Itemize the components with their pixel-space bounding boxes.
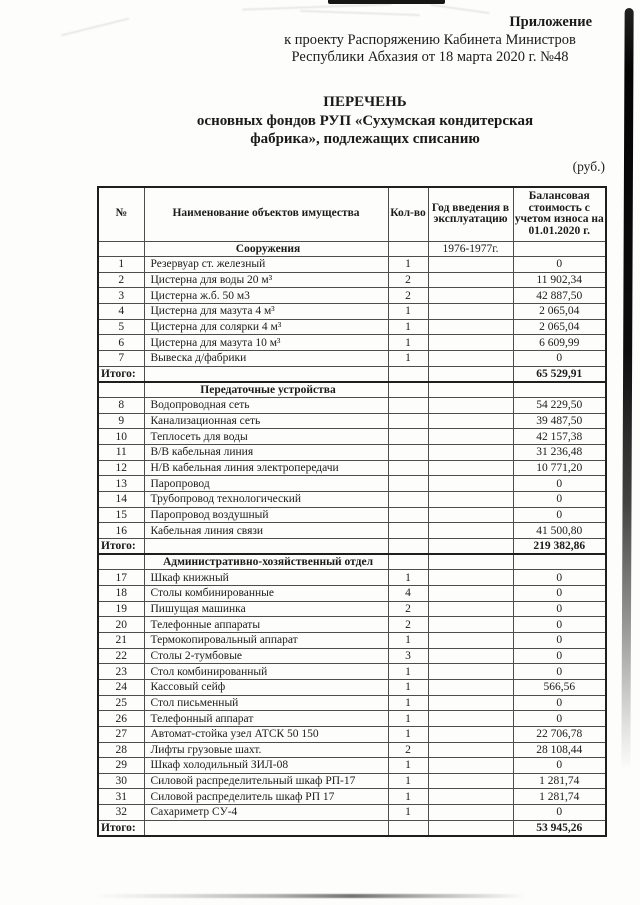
cell-name: Канализационная сеть (144, 413, 388, 429)
cell-quantity: 2 (388, 288, 428, 304)
cell-number: 19 (98, 601, 144, 617)
cell-year (428, 773, 513, 789)
column-header-number: № (98, 187, 144, 241)
cell-name: Н/В кабельная линия электропередачи (144, 460, 388, 476)
table-row (98, 805, 606, 821)
cell-name: Шкаф книжный (144, 570, 388, 586)
cell-number: 1 (98, 257, 144, 273)
cell-quantity: 1 (388, 711, 428, 727)
table-row (98, 507, 606, 523)
table-row (98, 570, 606, 586)
cell-number: 4 (98, 304, 144, 320)
cell-name: Лифты грузовые шахт. (144, 742, 388, 758)
cell-quantity: 1 (388, 664, 428, 680)
table-row (98, 695, 606, 711)
cell-value: 0 (513, 632, 606, 648)
cell-year (428, 820, 513, 836)
table-row (98, 601, 606, 617)
cell-value: 0 (513, 758, 606, 774)
cell-year (428, 257, 513, 273)
cell-value: 566,56 (513, 679, 606, 695)
cell-value (513, 382, 606, 398)
section-row (98, 382, 606, 398)
cell-quantity: 1 (388, 632, 428, 648)
cell-value: 2 065,04 (513, 319, 606, 335)
asset-table (97, 186, 607, 837)
cell-value: 0 (513, 601, 606, 617)
cell-name (144, 366, 388, 382)
scan-artifact-pencil-mark (430, 4, 490, 14)
cell-number: 9 (98, 413, 144, 429)
cell-year (428, 398, 513, 414)
cell-number: 2 (98, 272, 144, 288)
cell-value: 2 065,04 (513, 304, 606, 320)
table-row (98, 304, 606, 320)
cell-number: 14 (98, 492, 144, 508)
table-row (98, 335, 606, 351)
table-row (98, 523, 606, 539)
cell-year (428, 585, 513, 601)
cell-name: Автомат-стойка узел АТСК 50 150 (144, 726, 388, 742)
cell-name: Стол письменный (144, 695, 388, 711)
cell-year (428, 570, 513, 586)
cell-value: 0 (513, 711, 606, 727)
cell-value: 0 (513, 351, 606, 367)
table-row (98, 398, 606, 414)
cell-name: Стол комбинированный (144, 664, 388, 680)
cell-quantity (388, 398, 428, 414)
total-label: Итого: (98, 366, 144, 382)
cell-quantity: 3 (388, 648, 428, 664)
table-row (98, 492, 606, 508)
cell-value (513, 554, 606, 570)
cell-quantity (388, 820, 428, 836)
table-row (98, 758, 606, 774)
cell-value: 0 (513, 664, 606, 680)
cell-quantity (388, 507, 428, 523)
cell-value: 42 157,38 (513, 429, 606, 445)
cell-number (98, 554, 144, 570)
cell-year (428, 335, 513, 351)
table-row (98, 773, 606, 789)
cell-name (144, 820, 388, 836)
cell-value: 42 887,50 (513, 288, 606, 304)
cell-name (144, 538, 388, 554)
cell-year: 1976-1977г. (428, 241, 513, 257)
cell-year (428, 726, 513, 742)
cell-quantity: 1 (388, 257, 428, 273)
cell-year (428, 304, 513, 320)
cell-number: 7 (98, 351, 144, 367)
cell-number: 32 (98, 805, 144, 821)
cell-quantity (388, 554, 428, 570)
column-header-value: Балансовая стоимость с учетом износа на 01.01.2020 г. (513, 187, 606, 241)
cell-number: 3 (98, 288, 144, 304)
cell-name: Силовой распределительный шкаф РП-17 (144, 773, 388, 789)
cell-number: 29 (98, 758, 144, 774)
cell-quantity: 2 (388, 742, 428, 758)
total-value: 65 529,91 (513, 366, 606, 382)
cell-quantity: 1 (388, 805, 428, 821)
title-line-3: фабрика», подлежащих списанию (250, 131, 480, 148)
cell-number: 26 (98, 711, 144, 727)
table-row (98, 319, 606, 335)
cell-name: Пишущая машинка (144, 601, 388, 617)
cell-number: 20 (98, 617, 144, 633)
cell-year (428, 288, 513, 304)
section-title: Сооружения (144, 241, 388, 257)
total-row (98, 538, 606, 554)
cell-value: 28 108,44 (513, 742, 606, 758)
column-header-year: Год введения в эксплуатацию (428, 187, 513, 241)
cell-name: Цистерна для солярки 4 м³ (144, 319, 388, 335)
cell-year (428, 789, 513, 805)
cell-name: Водопроводная сеть (144, 398, 388, 414)
cell-year (428, 617, 513, 633)
cell-quantity (388, 460, 428, 476)
cell-number: 12 (98, 460, 144, 476)
header-project-line: к проекту Распоряжению Кабинета Министров (284, 31, 576, 48)
cell-number: 17 (98, 570, 144, 586)
cell-year (428, 272, 513, 288)
cell-value: 0 (513, 805, 606, 821)
table-row (98, 679, 606, 695)
cell-year (428, 445, 513, 461)
cell-year (428, 805, 513, 821)
total-value: 53 945,26 (513, 820, 606, 836)
cell-year (428, 366, 513, 382)
cell-quantity (388, 429, 428, 445)
cell-year (428, 382, 513, 398)
cell-quantity: 1 (388, 789, 428, 805)
cell-number: 28 (98, 742, 144, 758)
cell-quantity (388, 538, 428, 554)
cell-year (428, 492, 513, 508)
table-row (98, 257, 606, 273)
table-row (98, 726, 606, 742)
cell-name: В/В кабельная линия (144, 445, 388, 461)
cell-quantity: 1 (388, 758, 428, 774)
cell-name: Трубопровод технологический (144, 492, 388, 508)
cell-value: 54 229,50 (513, 398, 606, 414)
cell-quantity: 1 (388, 351, 428, 367)
cell-name: Силовой распределитель шкаф РП 17 (144, 789, 388, 805)
cell-value: 0 (513, 617, 606, 633)
cell-value: 10 771,20 (513, 460, 606, 476)
cell-quantity (388, 413, 428, 429)
cell-name: Вывеска д/фабрики (144, 351, 388, 367)
cell-value: 0 (513, 476, 606, 492)
cell-quantity: 1 (388, 304, 428, 320)
cell-year (428, 476, 513, 492)
cell-quantity: 1 (388, 570, 428, 586)
cell-year (428, 601, 513, 617)
cell-quantity: 1 (388, 335, 428, 351)
cell-value: 1 281,74 (513, 773, 606, 789)
table-row (98, 711, 606, 727)
cell-name: Паропровод (144, 476, 388, 492)
cell-year (428, 554, 513, 570)
document-header (268, 14, 592, 67)
cell-value (513, 241, 606, 257)
cell-number: 18 (98, 585, 144, 601)
cell-name: Теплосеть для воды (144, 429, 388, 445)
cell-quantity (388, 366, 428, 382)
cell-name: Кабельная линия связи (144, 523, 388, 539)
section-title: Передаточные устройства (144, 382, 388, 398)
cell-year (428, 429, 513, 445)
cell-quantity: 2 (388, 617, 428, 633)
scan-artifact-bottom-smudge (95, 894, 525, 898)
cell-name: Паропровод воздушный (144, 507, 388, 523)
cell-name: Телефонный аппарат (144, 711, 388, 727)
table-row (98, 742, 606, 758)
cell-name: Кассовый сейф (144, 679, 388, 695)
table-row (98, 664, 606, 680)
document-title (100, 93, 630, 149)
cell-name: Сахариметр СУ-4 (144, 805, 388, 821)
cell-year (428, 507, 513, 523)
total-row (98, 366, 606, 382)
column-header-quantity: Кол-во (388, 187, 428, 241)
cell-number: 8 (98, 398, 144, 414)
cell-year (428, 695, 513, 711)
cell-value: 31 236,48 (513, 445, 606, 461)
table-row (98, 460, 606, 476)
table-row (98, 288, 606, 304)
scan-artifact-pencil-mark (61, 18, 129, 37)
header-annex-label: Приложение (509, 14, 592, 30)
cell-year (428, 632, 513, 648)
cell-number: 16 (98, 523, 144, 539)
cell-name: Цистерна ж.б. 50 м3 (144, 288, 388, 304)
cell-value: 41 500,80 (513, 523, 606, 539)
cell-value: 11 902,34 (513, 272, 606, 288)
cell-number: 5 (98, 319, 144, 335)
section-row (98, 554, 606, 570)
cell-year (428, 648, 513, 664)
cell-number: 11 (98, 445, 144, 461)
total-label: Итого: (98, 820, 144, 836)
cell-value: 0 (513, 695, 606, 711)
cell-number: 23 (98, 664, 144, 680)
cell-number: 13 (98, 476, 144, 492)
cell-quantity (388, 382, 428, 398)
cell-value: 0 (513, 492, 606, 508)
cell-number: 15 (98, 507, 144, 523)
cell-year (428, 538, 513, 554)
cell-year (428, 664, 513, 680)
cell-name: Телефонные аппараты (144, 617, 388, 633)
cell-name: Столы 2-тумбовые (144, 648, 388, 664)
cell-year (428, 679, 513, 695)
cell-quantity: 1 (388, 726, 428, 742)
cell-year (428, 742, 513, 758)
cell-name: Термокопировальный аппарат (144, 632, 388, 648)
cell-name: Цистерна для мазута 4 м³ (144, 304, 388, 320)
table-row (98, 476, 606, 492)
cell-year (428, 351, 513, 367)
title-line-2: основных фондов РУП «Сухумская кондитерская (196, 112, 534, 129)
total-row (98, 820, 606, 836)
cell-quantity (388, 445, 428, 461)
cell-year (428, 413, 513, 429)
cell-number: 30 (98, 773, 144, 789)
table-row (98, 632, 606, 648)
table-row (98, 617, 606, 633)
title-line-1: ПЕРЕЧЕНЬ (323, 94, 407, 110)
cell-year (428, 711, 513, 727)
cell-quantity: 2 (388, 272, 428, 288)
table-header-row (98, 187, 606, 241)
cell-number: 25 (98, 695, 144, 711)
cell-year (428, 523, 513, 539)
cell-number (98, 382, 144, 398)
cell-number: 10 (98, 429, 144, 445)
cell-year (428, 319, 513, 335)
cell-name: Резервуар ст. железный (144, 257, 388, 273)
cell-year (428, 460, 513, 476)
cell-number: 31 (98, 789, 144, 805)
cell-number: 24 (98, 679, 144, 695)
table-row (98, 445, 606, 461)
cell-quantity: 1 (388, 695, 428, 711)
cell-value: 0 (513, 648, 606, 664)
table-row (98, 351, 606, 367)
cell-number: 6 (98, 335, 144, 351)
cell-value: 22 706,78 (513, 726, 606, 742)
cell-quantity (388, 476, 428, 492)
table-row (98, 429, 606, 445)
table-row (98, 585, 606, 601)
cell-quantity (388, 523, 428, 539)
cell-value: 0 (513, 257, 606, 273)
cell-value: 1 281,74 (513, 789, 606, 805)
header-republic-line: Республики Абхазия от 18 марта 2020 г. №48 (291, 49, 569, 66)
cell-number: 21 (98, 632, 144, 648)
cell-quantity: 1 (388, 773, 428, 789)
cell-value: 0 (513, 507, 606, 523)
cell-quantity (388, 492, 428, 508)
total-value: 219 382,86 (513, 538, 606, 554)
cell-quantity: 4 (388, 585, 428, 601)
cell-name: Цистерна для мазута 10 м³ (144, 335, 388, 351)
section-row (98, 241, 606, 257)
cell-year (428, 758, 513, 774)
cell-value: 0 (513, 585, 606, 601)
cell-number (98, 241, 144, 257)
cell-number: 22 (98, 648, 144, 664)
cell-quantity (388, 241, 428, 257)
table-row (98, 272, 606, 288)
cell-quantity: 1 (388, 319, 428, 335)
cell-number: 27 (98, 726, 144, 742)
cell-value: 39 487,50 (513, 413, 606, 429)
total-label: Итого: (98, 538, 144, 554)
cell-value: 6 609,99 (513, 335, 606, 351)
cell-name: Столы комбинированные (144, 585, 388, 601)
currency-note: (руб.) (572, 159, 605, 174)
cell-value: 0 (513, 570, 606, 586)
table-row (98, 789, 606, 805)
cell-name: Цистерна для воды 20 м³ (144, 272, 388, 288)
table-row (98, 648, 606, 664)
column-header-name: Наименование объектов имущества (144, 187, 388, 241)
cell-quantity: 2 (388, 601, 428, 617)
cell-quantity: 1 (388, 679, 428, 695)
section-title: Административно-хозяйственный отдел (144, 554, 388, 570)
cell-name: Шкаф холодильный ЗИЛ-08 (144, 758, 388, 774)
table-row (98, 413, 606, 429)
